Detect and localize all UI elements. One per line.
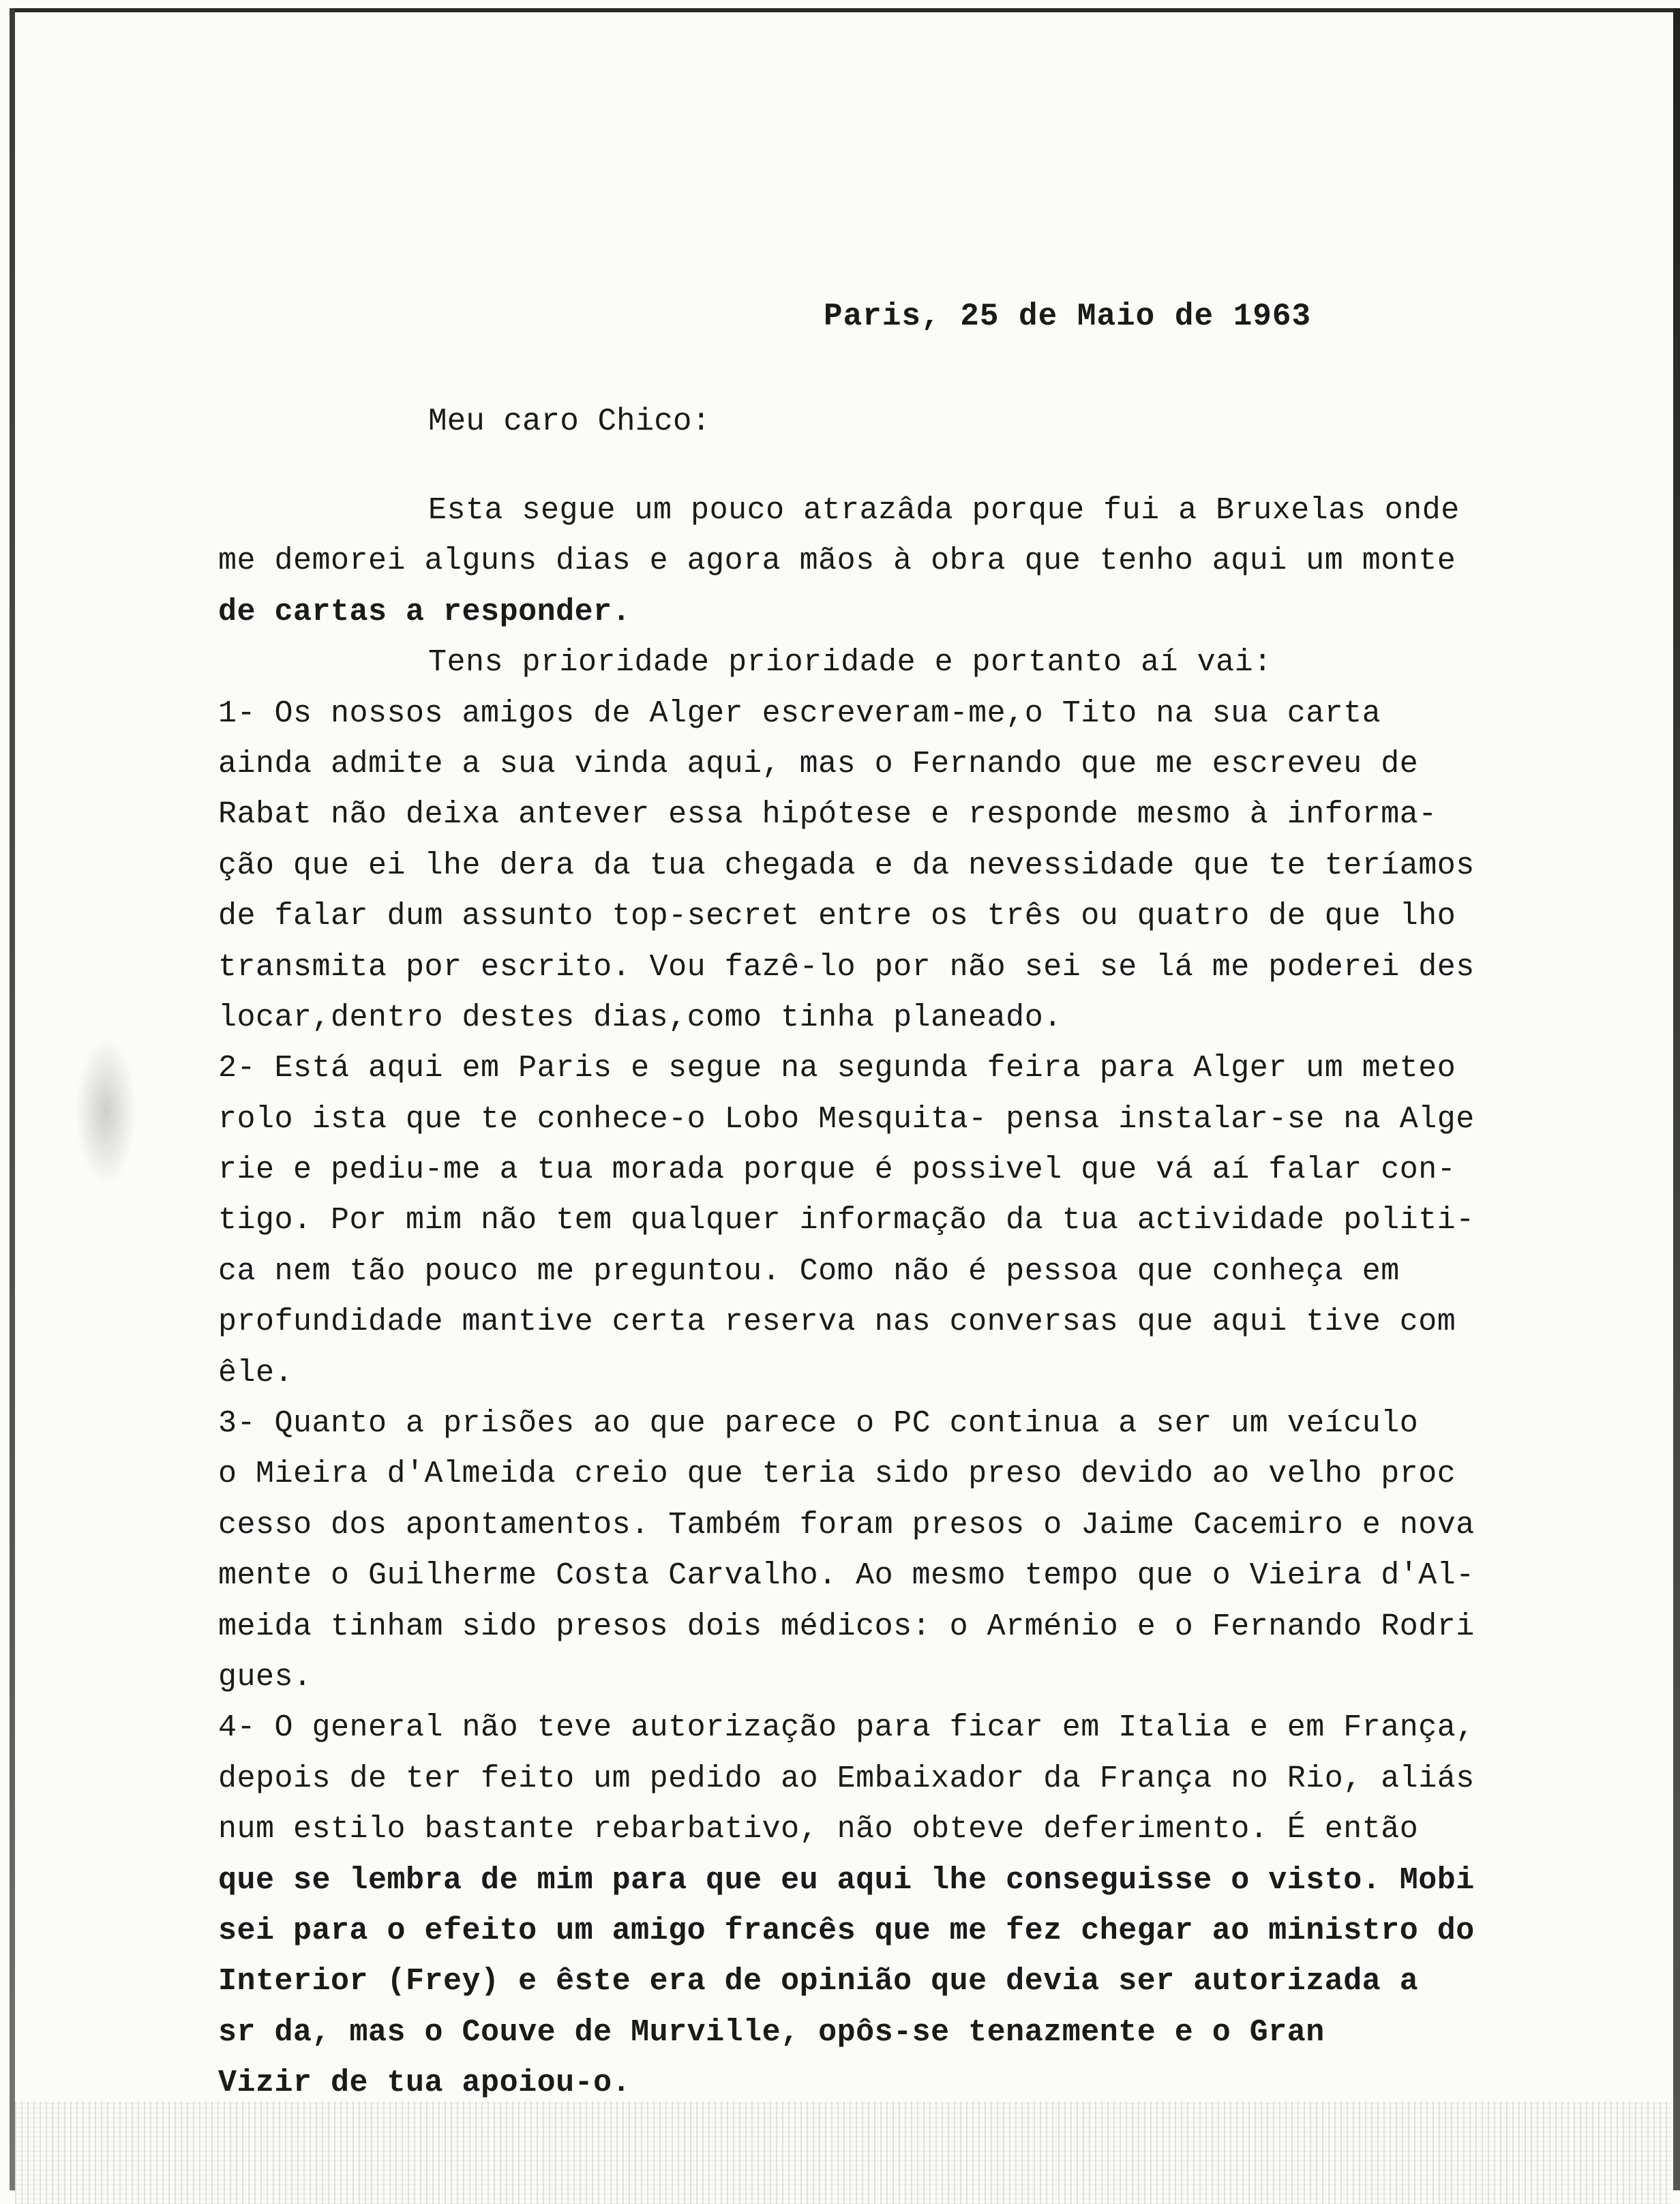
body-line: locar,dentro destes dias,como tinha planeado. <box>218 1000 1062 1035</box>
body-line: 2- Está aqui em Paris e segue na segunda feira para Alger um meteo <box>218 1051 1456 1086</box>
body-line: cesso dos apontamentos. Também foram presos o Jaime Cacemiro e nova <box>218 1507 1475 1543</box>
body-line: Vizir de tua apoiou-o. <box>218 2066 631 2101</box>
body-line: 1- Os nossos amigos de Alger escreveram-me,o Tito na sua carta <box>218 696 1381 731</box>
body-line: sr da, mas o Couve de Murville, opôs-se tenazmente e o Gran <box>218 2014 1325 2050</box>
body-line: o Mieira d'Almeida creio que teria sido preso devido ao velho proc <box>218 1457 1456 1492</box>
scan-edge-top <box>10 8 1673 12</box>
body-line: ainda admite a sua vinda aqui, mas o Fernando que me escreveu de <box>218 746 1419 781</box>
body-line: que se lembra de mim para que eu aqui lhe conseguisse o visto. Mobi <box>218 1862 1475 1898</box>
body-line: Esta segue um pouco atrazâda porque fui a Bruxelas onde <box>428 493 1460 528</box>
scan-edge-right <box>1673 8 1680 2190</box>
body-line: ca nem tão pouco me preguntou. Como não é pessoa que conheça em <box>218 1253 1400 1289</box>
body-line: de cartas a responder. <box>218 594 631 629</box>
body-line: ção que ei lhe dera da tua chegada e da nevessidade que te teríamos <box>218 848 1475 883</box>
body-line: depois de ter feito um pedido ao Embaixador da França no Rio, aliás <box>218 1761 1475 1796</box>
body-line: Interior (Frey) e êste era de opinião que devia ser autorizada a <box>218 1964 1419 1999</box>
body-line: êle. <box>218 1355 294 1390</box>
body-line: mente o Guilherme Costa Carvalho. Ao mesmo tempo que o Vieira d'Al- <box>218 1558 1475 1594</box>
body-line: transmita por escrito. Vou fazê-lo por não sei se lá me poderei des <box>218 949 1475 985</box>
body-line: 3- Quanto a prisões ao que parece o PC continua a ser um veículo <box>218 1406 1419 1442</box>
body-line: de falar dum assunto top-secret entre os três ou quatro de que lho <box>218 899 1456 934</box>
body-line: meida tinham sido presos dois médicos: o Arménio e o Fernando Rodri <box>218 1609 1475 1644</box>
body-line: sei para o efeito um amigo francês que me fez chegar ao ministro do <box>218 1913 1475 1948</box>
scan-smudge <box>75 1037 136 1187</box>
letter-date: Paris, 25 de Maio de 1963 <box>824 299 1312 334</box>
body-line: tigo. Por mim não tem qualquer informação da tua actividade politi- <box>218 1203 1475 1238</box>
body-line: me demorei alguns dias e agora mãos à obra que tenho aqui um monte <box>218 543 1456 579</box>
body-line: Tens prioridade prioridade e portanto aí vai: <box>428 645 1272 681</box>
body-line: Rabat não deixa antever essa hipótese e responde mesmo à informa- <box>218 797 1437 833</box>
body-line: 4- O general não teve autorização para ficar em Italia e em França, <box>218 1710 1475 1746</box>
body-line: num estilo bastante rebarbativo, não obteve deferimento. É então <box>218 1812 1419 1847</box>
body-line: rie e pediu-me a tua morada porque é possivel que vá aí falar con- <box>218 1152 1456 1188</box>
scan-edge-left <box>10 8 15 2190</box>
letter-salutation: Meu caro Chico: <box>428 404 711 439</box>
letter-body <box>218 486 1623 2109</box>
body-line: rolo ista que te conhece-o Lobo Mesquita- pensa instalar-se na Alge <box>218 1101 1475 1137</box>
scan-noise-bottom <box>15 2102 1672 2204</box>
body-line: gues. <box>218 1659 312 1695</box>
body-line: profundidade mantive certa reserva nas conversas que aqui tive com <box>218 1305 1456 1340</box>
